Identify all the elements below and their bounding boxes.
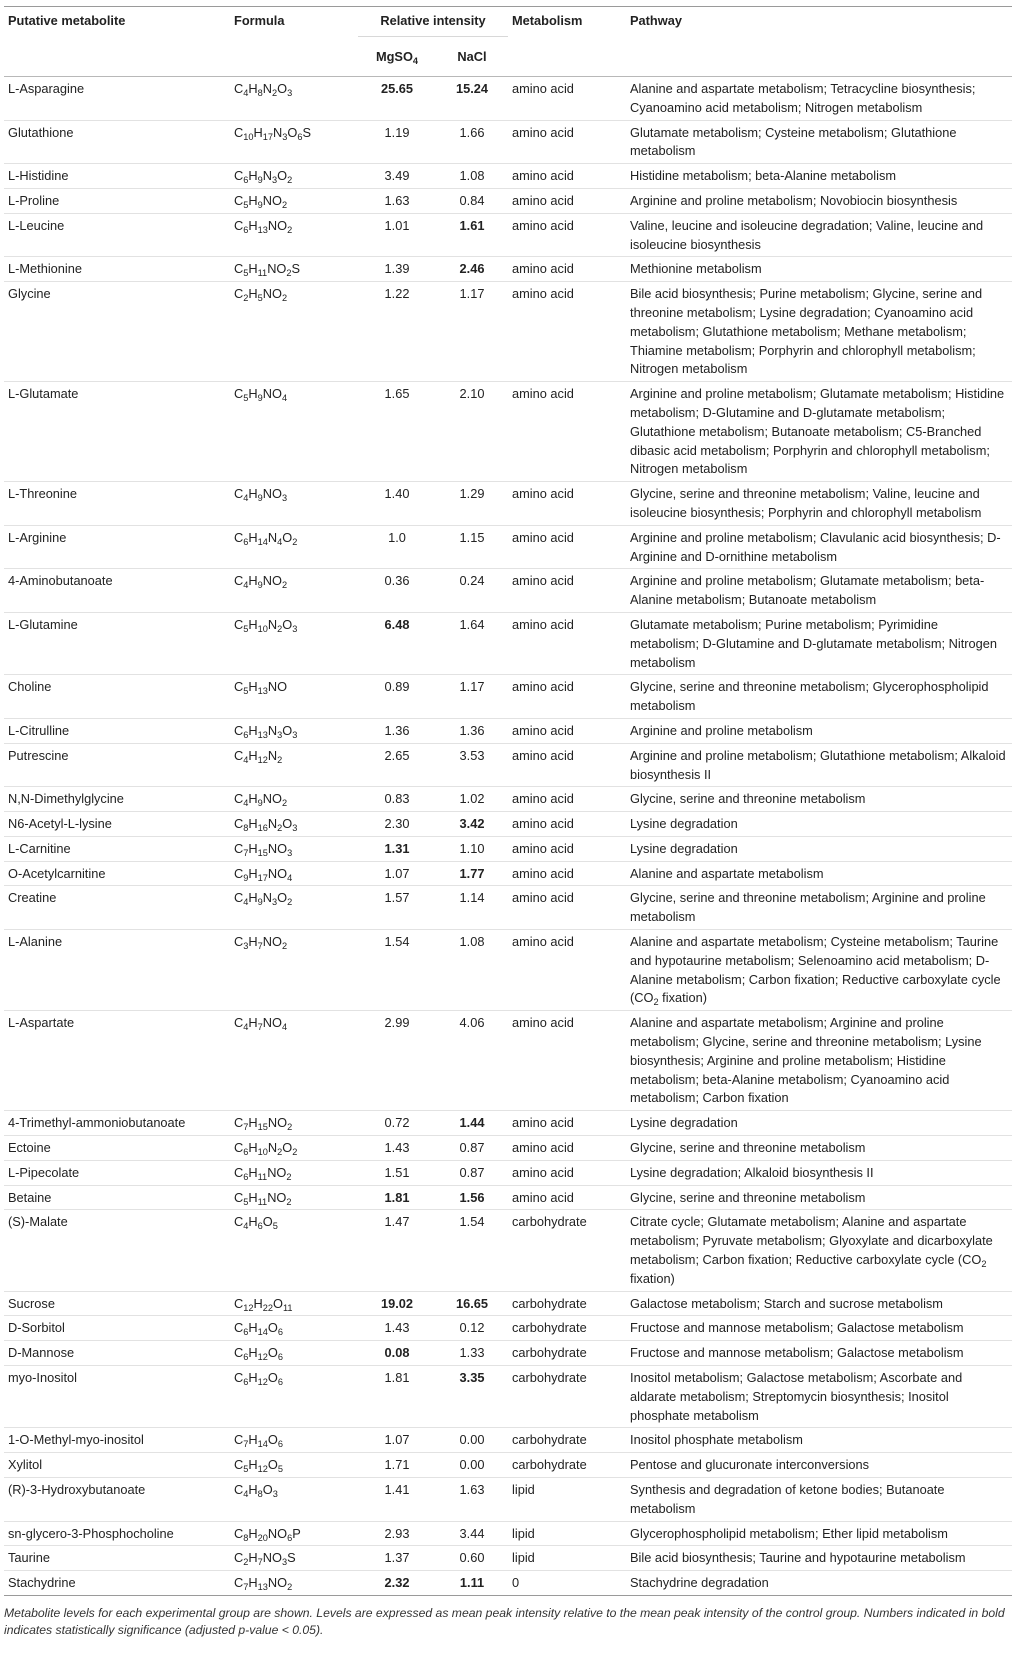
table-row (4, 1136, 1012, 1161)
mgso4-value: 1.07 (384, 1432, 410, 1448)
formula-cell: $C_7H_{13}NO_2$ (234, 1575, 293, 1592)
metabolite-cell: (S)-Malate (8, 1214, 68, 1230)
pathway-cell: Inositol phosphate metabolism (630, 1432, 803, 1448)
formula-cell: $C_4H_9NO_3$ (234, 486, 288, 503)
mgso4-value: 1.31 (384, 840, 410, 856)
metabolism-cell: amino acid (512, 261, 574, 277)
metabolism-cell: amino acid (512, 217, 574, 233)
metabolism-cell: amino acid (512, 529, 574, 545)
table-header (4, 7, 1012, 77)
metabolism-cell: lipid (512, 1550, 535, 1566)
pathway-cell: Stachydrine degradation (630, 1575, 769, 1591)
mgso4-value: 1.71 (384, 1457, 410, 1473)
table-row (4, 569, 1012, 613)
formula-cell: $C_6H_{11}NO_2$ (234, 1164, 292, 1182)
metabolism-cell: carbohydrate (512, 1295, 587, 1311)
formula-cell: $C_6H_{13}N_3O_3$ (234, 722, 298, 740)
formula-cell: $C_6H_{12}O_6$ (234, 1345, 283, 1362)
metabolite-cell: O-Acetylcarnitine (8, 865, 106, 881)
pathway-cell: Lysine degradation (630, 816, 738, 832)
formula-cell: $C_2H_5NO_2$ (234, 286, 288, 303)
mgso4-value: 1.57 (384, 890, 410, 906)
table-row (4, 787, 1012, 812)
metabolism-cell: amino acid (512, 1115, 574, 1131)
table-row (4, 1546, 1012, 1571)
metabolism-cell: amino acid (512, 1015, 574, 1031)
metabolite-cell: Creatine (8, 890, 57, 906)
formula-cell: $C_4H_6O_5$ (234, 1214, 278, 1232)
metabolite-cell: Stachydrine (8, 1575, 76, 1591)
mgso4-value: 1.81 (384, 1370, 410, 1386)
metabolite-cell: L-Arginine (8, 529, 67, 545)
metabolite-cell: N6-Acetyl-L-lysine (8, 816, 112, 832)
metabolism-cell: amino acid (512, 486, 574, 502)
nacl-value: 0.60 (459, 1550, 485, 1566)
metabolite-cell: Glycine (8, 286, 51, 302)
pathway-cell: Lysine degradation; Alkaloid biosynthesis II (630, 1164, 874, 1180)
mgso4-value: 1.43 (384, 1320, 410, 1336)
mgso4-value: 1.37 (384, 1550, 410, 1566)
nacl-value: 0.24 (459, 573, 485, 589)
metabolite-cell: L-Histidine (8, 168, 69, 184)
metabolism-cell: carbohydrate (512, 1345, 587, 1361)
formula-cell: $C_4H_9N_3O_2$ (234, 890, 293, 908)
formula-cell: $C_5H_{10}N_2O_3$ (234, 616, 298, 634)
formula-cell: $C_8H_{16}N_2O_3$ (234, 816, 298, 833)
metabolism-cell: amino acid (512, 192, 574, 208)
pathway-cell: Lysine degradation (630, 1115, 738, 1131)
table-row (4, 257, 1012, 282)
nacl-value: 1.15 (459, 529, 485, 545)
nacl-value: 1.56 (459, 1189, 485, 1205)
nacl-value: 0.00 (459, 1432, 485, 1448)
table-row (4, 812, 1012, 837)
table-row (4, 1521, 1012, 1546)
metabolism-cell: carbohydrate (512, 1320, 587, 1336)
formula-cell: $C_9H_{17}NO_4$ (234, 865, 293, 883)
metabolism-cell: carbohydrate (512, 1214, 587, 1230)
metabolism-cell: carbohydrate (512, 1432, 587, 1448)
table-row (4, 525, 1012, 569)
nacl-value: 1.14 (459, 890, 485, 906)
metabolism-cell: lipid (512, 1525, 535, 1541)
table-row (4, 120, 1012, 164)
metabolism-cell: amino acid (512, 865, 574, 881)
mgso4-value: 2.99 (384, 1015, 410, 1031)
metabolite-cell: Sucrose (8, 1295, 55, 1311)
table-row (4, 743, 1012, 787)
metabolism-cell: amino acid (512, 124, 574, 140)
pathway-cell: Glycine, serine and threonine metabolism; Arginine and proline metabolism (630, 890, 986, 925)
mgso4-value: 25.65 (380, 81, 414, 96)
nacl-value: 1.17 (459, 679, 485, 695)
header-formula: Formula (234, 13, 285, 28)
formula-cell: $C_7H_{15}NO_3$ (234, 840, 293, 858)
nacl-value: 15.24 (455, 81, 489, 96)
nacl-value: 3.44 (459, 1525, 485, 1541)
metabolite-cell: 4-Trimethyl-ammoniobutanoate (8, 1115, 186, 1131)
table-row (4, 1316, 1012, 1341)
metabolite-cell: Ectoine (8, 1140, 51, 1156)
header-nacl: NaCl (457, 48, 487, 64)
pathway-cell: Glutamate metabolism; Purine metabolism; Pyrimidine metabolism; D-Glutamine and D-glutamate metabolism; Nitrogen metabolism (630, 616, 998, 670)
pathway-cell: Lysine degradation (630, 840, 738, 856)
pathway-cell: Alanine and aspartate metabolism; Arginine and proline metabolism; Glycine, serine and threonine metabolism; Lysine biosynthesis; Arginine and proline metabolism; Histidine metabolism; beta-Alanine metabolism; Cyanoamino acid metabolism; Carbon fixation (630, 1015, 982, 1106)
nacl-value: 1.17 (459, 286, 485, 302)
metabolite-cell: Putrescine (8, 747, 69, 763)
metabolism-cell: carbohydrate (512, 1370, 587, 1386)
mgso4-value: 2.65 (384, 747, 410, 763)
mgso4-value: 1.0 (388, 529, 406, 545)
nacl-value: 0.12 (459, 1320, 485, 1336)
pathway-cell: Bile acid biosynthesis; Taurine and hypotaurine metabolism (630, 1550, 966, 1566)
metabolism-cell: lipid (512, 1482, 535, 1497)
table-row (4, 1453, 1012, 1478)
metabolism-cell: amino acid (512, 573, 574, 589)
pathway-cell: Arginine and proline metabolism (630, 722, 813, 738)
formula-cell: $C_4H_{12}N_2$ (234, 747, 283, 765)
mgso4-value: 0.08 (384, 1345, 410, 1361)
mgso4-value: 2.93 (384, 1525, 410, 1541)
formula-cell: $C_6H_{10}N_2O_2$ (234, 1140, 298, 1157)
mgso4-value: 1.19 (384, 124, 410, 140)
formula-cell: $C_5H_9NO_2$ (234, 192, 288, 210)
formula-cell: $C_5H_{13}NO$ (234, 679, 288, 697)
pathway-cell: Pentose and glucuronate interconversions (630, 1457, 870, 1473)
mgso4-value: 1.43 (384, 1140, 410, 1156)
nacl-value: 1.02 (459, 791, 485, 807)
mgso4-value: 2.32 (384, 1575, 410, 1591)
metabolite-cell: 1-O-Methyl-myo-inositol (8, 1432, 144, 1448)
metabolism-cell: amino acid (512, 386, 574, 402)
pathway-cell: Arginine and proline metabolism; Clavulanic acid biosynthesis; D-Arginine and D-ornithine metabolism (630, 529, 1001, 564)
header-metabolite: Putative metabolite (8, 13, 126, 28)
nacl-value: 0.00 (459, 1457, 485, 1473)
pathway-cell: Synthesis and degradation of ketone bodies; Butanoate metabolism (630, 1482, 945, 1516)
metabolite-cell: Betaine (8, 1189, 52, 1205)
metabolism-cell: amino acid (512, 1164, 574, 1180)
table-row (4, 282, 1012, 382)
metabolite-cell: L-Asparagine (8, 81, 85, 96)
mgso4-value: 1.39 (384, 261, 410, 277)
formula-cell: $C_6H_{13}NO_2$ (234, 217, 293, 235)
metabolism-cell: amino acid (512, 747, 574, 763)
mgso4-value: 0.89 (384, 679, 410, 695)
table-row (4, 482, 1012, 526)
mgso4-value: 1.81 (384, 1189, 410, 1205)
pathway-cell: Alanine and aspartate metabolism (630, 865, 824, 881)
table-row (4, 213, 1012, 257)
header-metabolism: Metabolism (512, 13, 583, 28)
pathway-cell: Glycine, serine and threonine metabolism (630, 1189, 866, 1205)
mgso4-value: 1.07 (384, 865, 410, 881)
nacl-value: 2.10 (459, 386, 485, 402)
formula-cell: $C_5H_{11}NO_2$ (234, 1189, 292, 1207)
nacl-value: 1.29 (459, 486, 485, 502)
metabolism-cell: 0 (512, 1575, 520, 1591)
nacl-value: 1.44 (459, 1115, 485, 1131)
nacl-value: 2.46 (459, 261, 485, 277)
metabolism-cell: carbohydrate (512, 1457, 587, 1473)
metabolism-cell: amino acid (512, 1140, 574, 1156)
mgso4-value: 0.83 (384, 791, 410, 807)
nacl-value: 1.54 (459, 1214, 485, 1230)
metabolite-cell: myo-Inositol (8, 1370, 77, 1386)
table-row (4, 1111, 1012, 1136)
metabolite-cell: (R)-3-Hydroxybutanoate (8, 1482, 146, 1497)
formula-cell: $C_3H_7NO_2$ (234, 934, 288, 951)
mgso4-value: 1.63 (384, 192, 410, 208)
nacl-value: 1.10 (459, 840, 485, 856)
metabolism-cell: amino acid (512, 616, 574, 632)
table-row (4, 77, 1012, 121)
table-row (4, 188, 1012, 213)
formula-cell: $C_4H_9NO_2$ (234, 791, 288, 809)
mgso4-value: 1.41 (384, 1482, 410, 1497)
pathway-cell: Galactose metabolism; Starch and sucrose metabolism (630, 1295, 943, 1311)
nacl-value: 1.66 (459, 124, 485, 140)
nacl-value: 1.64 (459, 616, 485, 632)
table-body (4, 77, 1012, 1596)
mgso4-value: 19.02 (380, 1295, 414, 1311)
metabolite-cell: L-Pipecolate (8, 1164, 80, 1180)
table-row (4, 861, 1012, 886)
pathway-cell: Alanine and aspartate metabolism; Cysteine metabolism; Taurine and hypotaurine metabolism; Selenoamino acid metabolism; D-Alanine metabolism; Carbon fixation; Reductive carboxylate cycle ($CO_2$ fixation) (630, 934, 1001, 1008)
metabolite-cell: L-Threonine (8, 486, 78, 502)
metabolite-cell: L-Glutamate (8, 386, 79, 402)
mgso4-value: 0.72 (384, 1115, 410, 1131)
nacl-value: 1.63 (459, 1482, 485, 1497)
formula-cell: $C_7H_{14}O_6$ (234, 1432, 283, 1450)
formula-cell: $C_4H_9NO_2$ (234, 573, 288, 591)
nacl-value: 3.35 (459, 1370, 485, 1386)
pathway-cell: Glutamate metabolism; Cysteine metabolism; Glutathione metabolism (630, 124, 957, 159)
header-mgso4: MgSO$_4$ (375, 48, 419, 66)
nacl-value: 16.65 (455, 1295, 489, 1311)
pathway-cell: Histidine metabolism; beta-Alanine metabolism (630, 168, 897, 184)
formula-cell: $C_5H_{12}O_5$ (234, 1457, 283, 1474)
table-row (4, 1428, 1012, 1453)
metabolite-cell: L-Leucine (8, 217, 65, 233)
nacl-value: 1.61 (459, 217, 485, 233)
pathway-cell: Arginine and proline metabolism; Glutamate metabolism; beta-Alanine metabolism; Butanoate metabolism (630, 573, 985, 608)
metabolite-cell: Taurine (8, 1550, 50, 1566)
table-row (4, 1185, 1012, 1210)
formula-cell: $C_6H_{12}O_6$ (234, 1370, 283, 1387)
formula-cell: $C_8H_{20}NO_6P$ (234, 1525, 301, 1543)
mgso4-value: 1.54 (384, 934, 410, 950)
nacl-value: 3.53 (459, 747, 485, 763)
metabolism-cell: amino acid (512, 890, 574, 906)
table-row (4, 836, 1012, 861)
mgso4-value: 0.36 (384, 573, 410, 589)
metabolism-cell: amino acid (512, 791, 574, 807)
pathway-cell: Glycerophospholipid metabolism; Ether lipid metabolism (630, 1525, 948, 1541)
header-relative-intensity: Relative intensity (380, 13, 486, 28)
metabolite-cell: L-Citrulline (8, 722, 70, 738)
table-row (4, 382, 1012, 482)
table-row (4, 675, 1012, 719)
nacl-value: 0.87 (459, 1164, 485, 1180)
table-row (4, 1210, 1012, 1291)
pathway-cell: Valine, leucine and isoleucine degradation; Valine, leucine and isoleucine biosynthesis (630, 217, 984, 252)
nacl-value: 3.42 (459, 816, 485, 832)
metabolism-cell: amino acid (512, 81, 574, 96)
table-row (4, 1478, 1012, 1522)
mgso4-value: 1.22 (384, 286, 410, 302)
metabolism-cell: amino acid (512, 840, 574, 856)
table-row (4, 164, 1012, 189)
pathway-cell: Glycine, serine and threonine metabolism (630, 791, 866, 807)
formula-cell: $C_2H_7NO_3S$ (234, 1550, 296, 1568)
metabolism-cell: amino acid (512, 679, 574, 695)
nacl-value: 1.11 (459, 1575, 485, 1591)
metabolite-cell: L-Carnitine (8, 840, 71, 856)
formula-cell: $C_6H_9N_3O_2$ (234, 168, 293, 185)
nacl-value: 1.77 (459, 865, 485, 881)
metabolite-cell: 4-Aminobutanoate (8, 573, 113, 589)
formula-cell: $C_4H_8N_2O_3$ (234, 81, 293, 98)
table-row (4, 930, 1012, 1011)
metabolite-cell: sn-glycero-3-Phosphocholine (8, 1525, 174, 1541)
metabolism-cell: amino acid (512, 1189, 574, 1205)
metabolite-cell: Glutathione (8, 124, 74, 140)
metabolite-cell: D-Mannose (8, 1345, 75, 1361)
formula-cell: $C_{10}H_{17}N_3O_6S$ (234, 124, 312, 142)
metabolite-cell: Choline (8, 679, 52, 695)
formula-cell: $C_5H_9NO_4$ (234, 386, 288, 403)
table-row (4, 1366, 1012, 1428)
pathway-cell: Bile acid biosynthesis; Purine metabolism; Glycine, serine and threonine metabolism; Lysine degradation; Cyanoamino acid metabolism; Glutathione metabolism; Methane metabolism; Thiamine metabolism; Porphyrin and chlorophyll metabolism; Nitrogen metabolism (630, 286, 983, 377)
metabolism-cell: amino acid (512, 722, 574, 738)
table-row (4, 1291, 1012, 1316)
pathway-cell: Glycine, serine and threonine metabolism; Glycerophospholipid metabolism (630, 679, 989, 714)
table-row (4, 612, 1012, 674)
formula-cell: $C_6H_{14}O_6$ (234, 1320, 283, 1338)
nacl-value: 0.87 (459, 1140, 485, 1156)
table-row (4, 1160, 1012, 1185)
mgso4-value: 3.49 (384, 168, 410, 184)
metabolism-cell: amino acid (512, 816, 574, 832)
formula-cell: $C_7H_{15}NO_2$ (234, 1115, 293, 1132)
header-pathway: Pathway (630, 13, 682, 28)
formula-cell: $C_4H_8O_3$ (234, 1482, 278, 1499)
mgso4-value: 1.36 (384, 722, 410, 738)
table-row (4, 1571, 1012, 1596)
metabolite-cell: L-Alanine (8, 934, 63, 950)
mgso4-value: 1.01 (384, 217, 410, 233)
pathway-cell: Fructose and mannose metabolism; Galactose metabolism (630, 1320, 964, 1336)
mgso4-value: 1.65 (384, 386, 410, 402)
pathway-cell: Methionine metabolism (630, 261, 762, 277)
nacl-value: 1.08 (459, 934, 485, 950)
metabolite-cell: Xylitol (8, 1457, 43, 1473)
metabolite-table (4, 6, 1012, 1596)
metabolism-cell: amino acid (512, 168, 574, 184)
pathway-cell: Glycine, serine and threonine metabolism (630, 1140, 866, 1156)
metabolite-cell: L-Methionine (8, 261, 82, 277)
formula-cell: $C_4H_7NO_4$ (234, 1015, 288, 1033)
pathway-cell: Inositol metabolism; Galactose metabolism; Ascorbate and aldarate metabolism; Streptomycin biosynthesis; Inositol phosphate metabolism (630, 1370, 963, 1423)
metabolite-cell: L-Aspartate (8, 1015, 75, 1031)
table-row (4, 1341, 1012, 1366)
table-row (4, 718, 1012, 743)
nacl-value: 1.36 (459, 722, 485, 738)
mgso4-value: 2.30 (384, 816, 410, 832)
metabolite-cell: L-Proline (8, 192, 60, 208)
pathway-cell: Arginine and proline metabolism; Glutathione metabolism; Alkaloid biosynthesis II (630, 747, 1006, 782)
metabolite-cell: N,N-Dimethylglycine (8, 791, 124, 807)
pathway-cell: Fructose and mannose metabolism; Galactose metabolism (630, 1345, 964, 1361)
nacl-value: 1.33 (459, 1345, 485, 1361)
pathway-cell: Arginine and proline metabolism; Novobiocin biosynthesis (630, 192, 958, 208)
pathway-cell: Alanine and aspartate metabolism; Tetracycline biosynthesis; Cyanoamino acid metabolism; Nitrogen metabolism (630, 81, 976, 115)
formula-cell: $C_5H_{11}NO_2S$ (234, 261, 301, 279)
nacl-value: 1.08 (459, 168, 485, 184)
pathway-cell: Glycine, serine and threonine metabolism; Valine, leucine and isoleucine biosynthesis; Porphyrin and chlorophyll metabolism (630, 486, 982, 520)
metabolite-cell: L-Glutamine (8, 616, 78, 632)
mgso4-value: 6.48 (384, 616, 410, 632)
nacl-value: 4.06 (459, 1015, 485, 1031)
mgso4-value: 1.47 (384, 1214, 410, 1230)
formula-cell: $C_{12}H_{22}O_{11}$ (234, 1295, 293, 1313)
pathway-cell: Arginine and proline metabolism; Glutamate metabolism; Histidine metabolism; D-Glutamine and D-glutamate metabolism; Glutathione metabolism; Butanoate metabolism; C5-Branched dibasic acid metabolism; Porphyrin and chlorophyll metabolism; Nitrogen metabolism (630, 386, 1005, 477)
mgso4-value: 1.40 (384, 486, 410, 502)
table-row (4, 886, 1012, 930)
nacl-value: 0.84 (459, 192, 485, 208)
pathway-cell: Citrate cycle; Glutamate metabolism; Alanine and aspartate metabolism; Pyruvate metabolism; Glyoxylate and dicarboxylate metabolism; Carbon fixation; Reductive carboxylate cycle ($CO_2$ fixation) (630, 1214, 993, 1286)
metabolism-cell: amino acid (512, 934, 574, 950)
table-caption: Metabolite levels for each experimental group are shown. Levels are expressed as mean peak intensity relative to the mean peak intensity of the control group. Numbers indicated in bold indicates statistically significance (adjusted p-value < 0.05). (4, 1605, 1005, 1638)
formula-cell: $C_6H_{14}N_4O_2$ (234, 529, 298, 547)
mgso4-value: 1.51 (384, 1164, 410, 1180)
table-row (4, 1011, 1012, 1111)
metabolite-cell: D-Sorbitol (8, 1320, 65, 1336)
metabolism-cell: amino acid (512, 286, 574, 302)
